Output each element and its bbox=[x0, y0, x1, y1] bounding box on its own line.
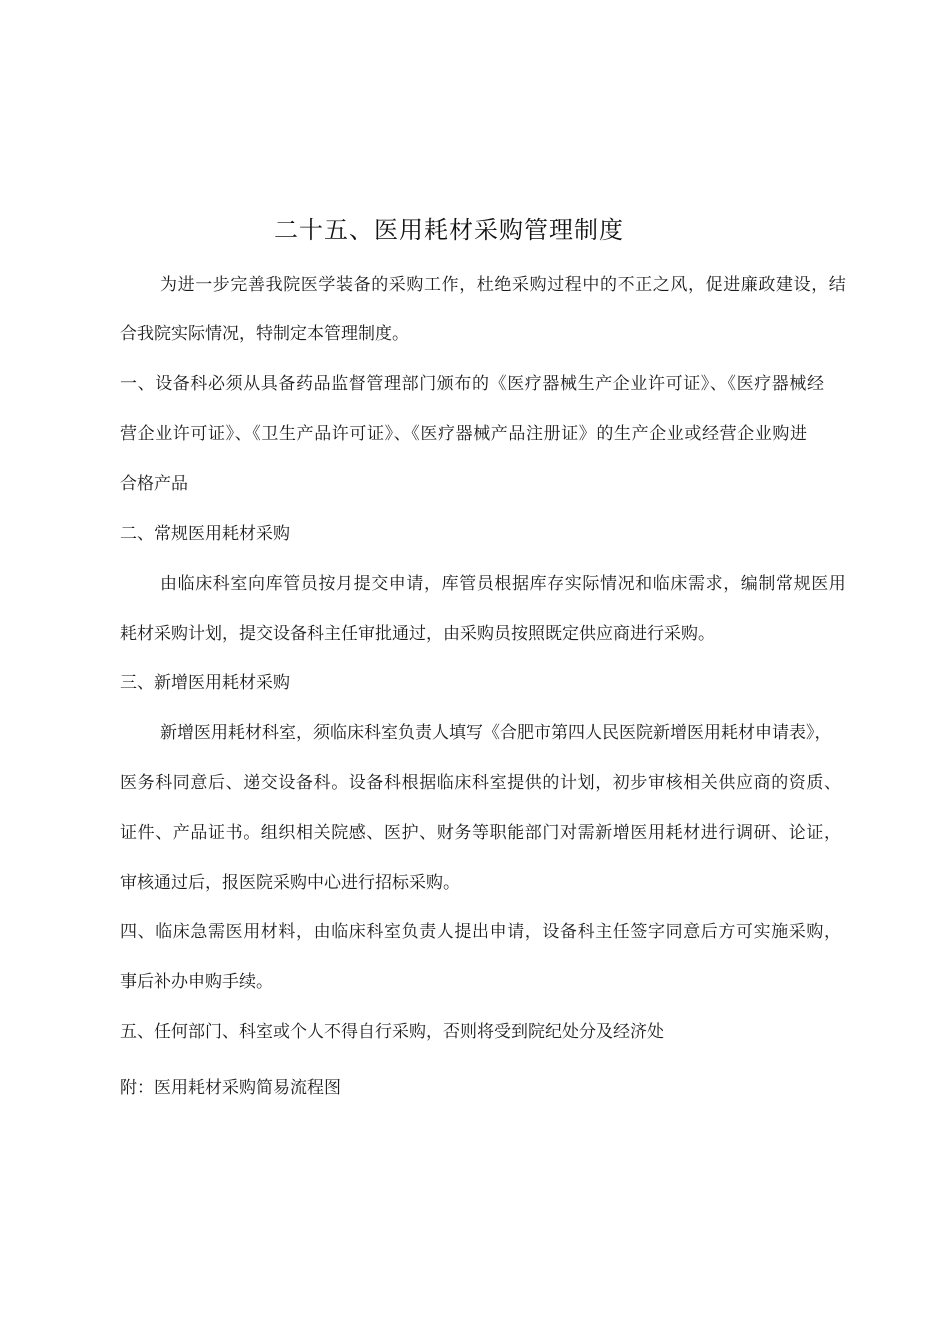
section-3-line-4: 审核通过后，报医院采购中心进行招标采购。 bbox=[120, 873, 460, 893]
section-5-line-1: 五、任何部门、科室或个人不得自行采购，否则将受到院纪处分及经济处 bbox=[120, 1022, 664, 1042]
section-1-line-3: 合格产品 bbox=[120, 474, 188, 494]
section-3-line-2: 医务科同意后、递交设备科。设备科根据临床科室提供的计划，初步审核相关供应商的资质、 bbox=[120, 773, 842, 793]
section-2-line-1: 由临床科室向库管员按月提交申请，库管员根据库存实际情况和临床需求，编制常规医用 bbox=[160, 574, 847, 594]
section-1-line-1: 一、设备科必须从具备药品监督管理部门颁布的《医疗器械生产企业许可证》、《医疗器械经 bbox=[120, 374, 825, 394]
section-1-line-2: 营企业许可证》、《卫生产品许可证》、《医疗器械产品注册证》的生产企业或经营企业购进 bbox=[120, 424, 808, 444]
section-2-line-2: 耗材采购计划，提交设备科主任审批通过，由采购员按照既定供应商进行采购。 bbox=[120, 624, 715, 644]
section-4-line-2: 事后补办申购手续。 bbox=[120, 972, 273, 992]
section-3-line-1: 新增医用耗材科室，须临床科室负责人填写《合肥市第四人民医院新增医用耗材申请表》， bbox=[160, 723, 832, 743]
section-3-line-3: 证件、产品证书。组织相关院感、医护、财务等职能部门对需新增医用耗材进行调研、论证， bbox=[120, 823, 842, 843]
document-title: 二十五、医用耗材采购管理制度 bbox=[274, 216, 624, 244]
appendix-line: 附：医用耗材采购简易流程图 bbox=[120, 1078, 341, 1098]
section-4-line-1: 四、临床急需医用材料，由临床科室负责人提出申请，设备科主任签字同意后方可实施采购， bbox=[120, 922, 842, 942]
section-2-heading: 二、常规医用耗材采购 bbox=[120, 524, 290, 544]
section-3-heading: 三、新增医用耗材采购 bbox=[120, 673, 290, 693]
intro-line-1: 为进一步完善我院医学装备的采购工作，杜绝采购过程中的不正之风，促进廉政建设，结 bbox=[160, 275, 847, 295]
intro-line-2: 合我院实际情况，特制定本管理制度。 bbox=[120, 324, 409, 344]
